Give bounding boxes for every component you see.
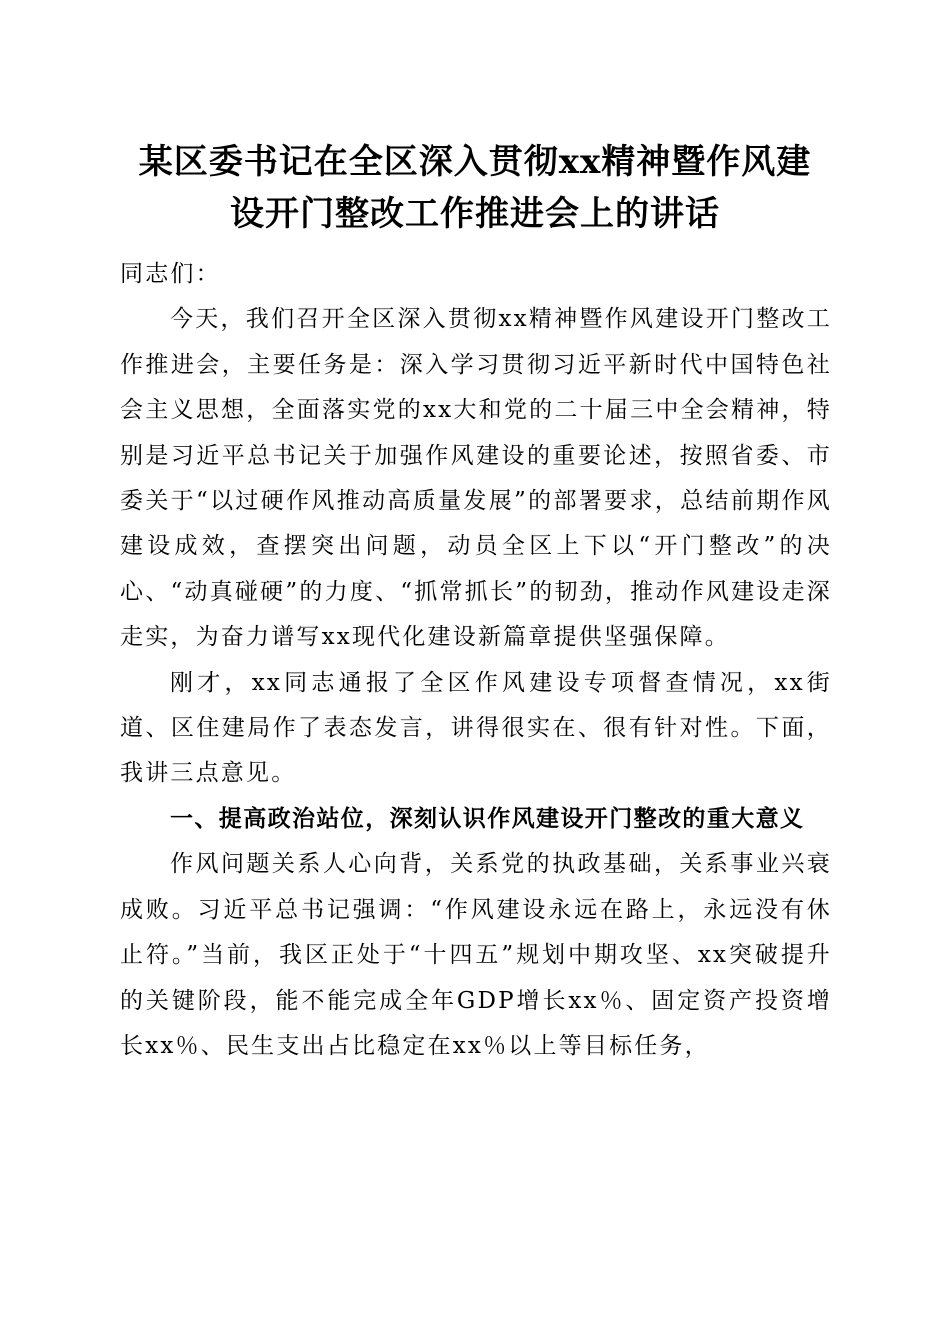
paragraph-2: 刚才，xx同志通报了全区作风建设专项督查情况，xx街道、区住建局作了表态发言，讲得很实在、很有针对性。下面，我讲三点意见。 <box>120 669 832 787</box>
title-line-2: 设开门整改工作推进会上的讲话 <box>230 194 720 234</box>
paragraph-1: 今天，我们召开全区深入贯彻xx精神暨作风建设开门整改工作推进会，主要任务是：深入学习贯彻习近平新时代中国特色社会主义思想，全面落实党的xx大和党的二十届三中全会精神，特别是习近平总书记关于加强作风建设的重要论述，按照省委、市委关于“以过硬作风推动高质量发展”的部署要求，总结前期作风建设成效，查摆突出问题，动员全区上下以“开门整改”的决心、“动真碰硬”的力度、“抓常抓长”的韧劲，推动作风建设走深走实，为奋力谱写xx现代化建设新篇章提供坚强保障。 <box>120 306 832 651</box>
paragraph-3: 作风问题关系人心向背，关系党的执政基础，关系事业兴衰成败。习近平总书记强调：“作风建设永远在路上，永远没有休止符。”当前，我区正处于“十四五”规划中期攻坚、xx突破提升的关键阶段，能不能完成全年GDP增长xx％、固定资产投资增长xx％、民生支出占比稳定在xx％以上等目标任务， <box>120 851 832 1059</box>
document-title <box>100 136 850 240</box>
section-heading-1: 一、提高政治站位，深刻认识作风建设开门整改的重大意义 <box>170 805 805 832</box>
document-body <box>120 252 832 1069</box>
title-line-1: 某区委书记在全区深入贯彻xx精神暨作风建 <box>138 142 812 182</box>
salutation: 同志们： <box>120 261 221 287</box>
